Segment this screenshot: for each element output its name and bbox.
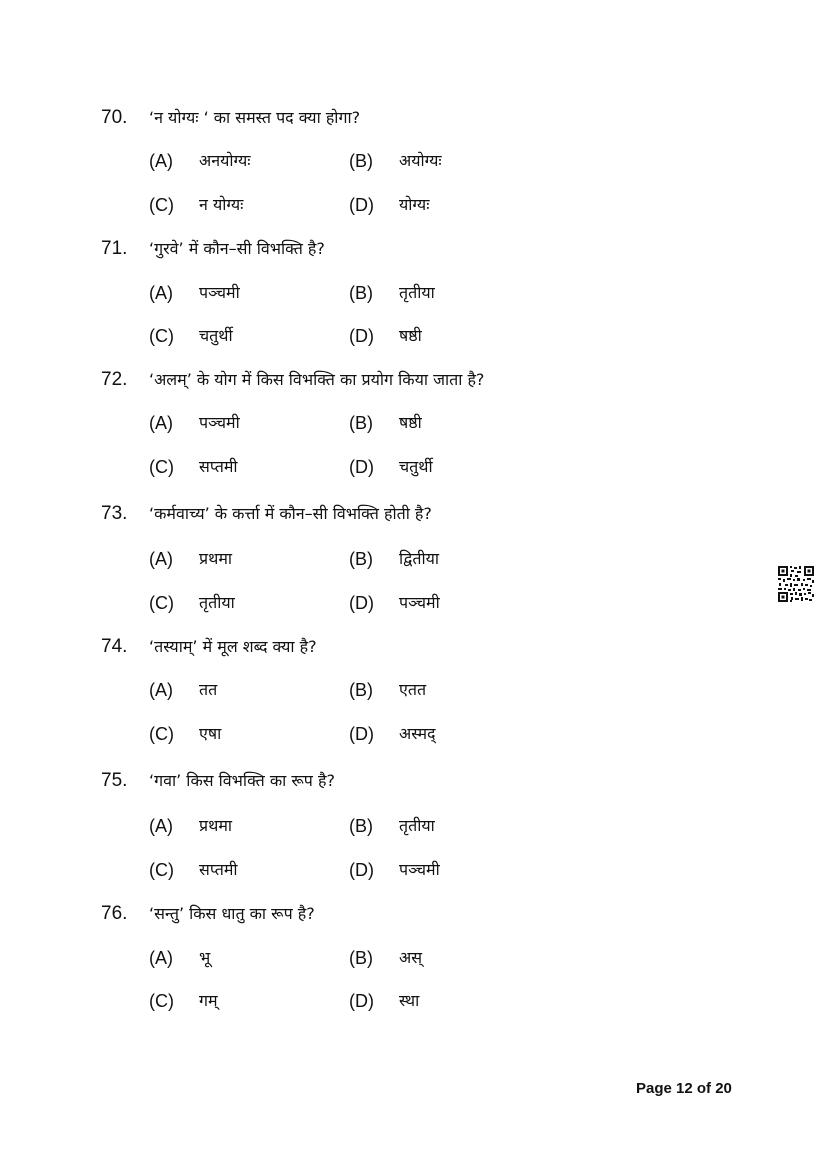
option-letter: (B) [349, 549, 373, 569]
option-letter: (D) [349, 326, 374, 346]
question-number: 72. [101, 369, 128, 390]
option-text: अस्मद् [399, 724, 436, 743]
option-text: अयोग्यः [399, 151, 442, 170]
option-text: प्रथमा [199, 816, 233, 835]
option-text: सप्तमी [199, 860, 238, 879]
option-text: अनयोग्यः [199, 151, 251, 170]
option-letter: (C) [149, 860, 174, 880]
option-text: अस् [399, 948, 423, 967]
option-text: चतुर्थी [399, 457, 433, 476]
option-text: स्था [399, 991, 420, 1010]
option-text: गम् [199, 991, 218, 1010]
option-text: तृतीया [399, 283, 435, 302]
option-letter: (A) [149, 413, 173, 433]
option-letter: (C) [149, 457, 174, 477]
option-text: भू [199, 948, 211, 967]
option-text: पञ्चमी [199, 283, 240, 302]
question-number: 71. [101, 238, 128, 259]
option-letter: (B) [349, 680, 373, 700]
option-letter: (D) [349, 991, 374, 1011]
option-text: योग्यः [399, 195, 430, 214]
option-letter: (B) [349, 151, 373, 171]
option-text: एतत [399, 680, 427, 699]
option-text: तृतीया [199, 593, 235, 612]
option-text: न योग्यः [199, 195, 244, 214]
option-text: पञ्चमी [399, 593, 440, 612]
option-letter: (C) [149, 326, 174, 346]
option-letter: (D) [349, 593, 374, 613]
option-letter: (D) [349, 457, 374, 477]
option-letter: (A) [149, 680, 173, 700]
question-number: 76. [101, 903, 128, 924]
page-number: Page 12 of 20 [636, 1080, 732, 1097]
option-letter: (C) [149, 724, 174, 744]
option-letter: (B) [349, 816, 373, 836]
option-letter: (A) [149, 549, 173, 569]
question-text: ‘गवा’ किस विभक्ति का रूप है? [149, 771, 335, 790]
question-number: 74. [101, 636, 128, 657]
question-text: ‘न योग्यः ‘ का समस्त पद क्या होगा? [149, 108, 361, 127]
question-text: ‘कर्मवाच्य’ के कर्त्ता में कौन–सी विभक्ति होती है? [149, 504, 432, 523]
option-letter: (D) [349, 195, 374, 215]
question-number: 75. [101, 770, 128, 791]
option-text: तत [199, 680, 218, 699]
option-letter: (B) [349, 948, 373, 968]
question-number: 70. [101, 107, 128, 128]
option-letter: (A) [149, 151, 173, 171]
option-text: षष्ठी [399, 326, 422, 345]
option-text: पञ्चमी [399, 860, 440, 879]
qr-code-icon [777, 565, 815, 603]
option-text: षष्ठी [399, 413, 422, 432]
option-letter: (A) [149, 816, 173, 836]
question-text: ‘अलम्’ के योग में किस विभक्ति का प्रयोग किया जाता है? [149, 370, 485, 389]
option-letter: (C) [149, 991, 174, 1011]
option-letter: (A) [149, 283, 173, 303]
option-letter: (D) [349, 724, 374, 744]
option-text: प्रथमा [199, 549, 233, 568]
option-letter: (A) [149, 948, 173, 968]
option-text: पञ्चमी [199, 413, 240, 432]
question-text: ‘सन्तु’ किस धातु का रूप है? [149, 904, 315, 923]
option-letter: (B) [349, 283, 373, 303]
option-text: सप्तमी [199, 457, 238, 476]
option-letter: (C) [149, 593, 174, 613]
question-text: ‘तस्याम्’ में मूल शब्द क्या है? [149, 637, 317, 656]
option-letter: (C) [149, 195, 174, 215]
question-number: 73. [101, 503, 128, 524]
option-text: तृतीया [399, 816, 435, 835]
option-letter: (B) [349, 413, 373, 433]
option-text: एषा [199, 724, 222, 743]
option-text: द्वितीया [399, 549, 440, 568]
option-letter: (D) [349, 860, 374, 880]
option-text: चतुर्थी [199, 326, 233, 345]
question-text: ‘गुरवे’ में कौन–सी विभक्ति है? [149, 239, 325, 258]
